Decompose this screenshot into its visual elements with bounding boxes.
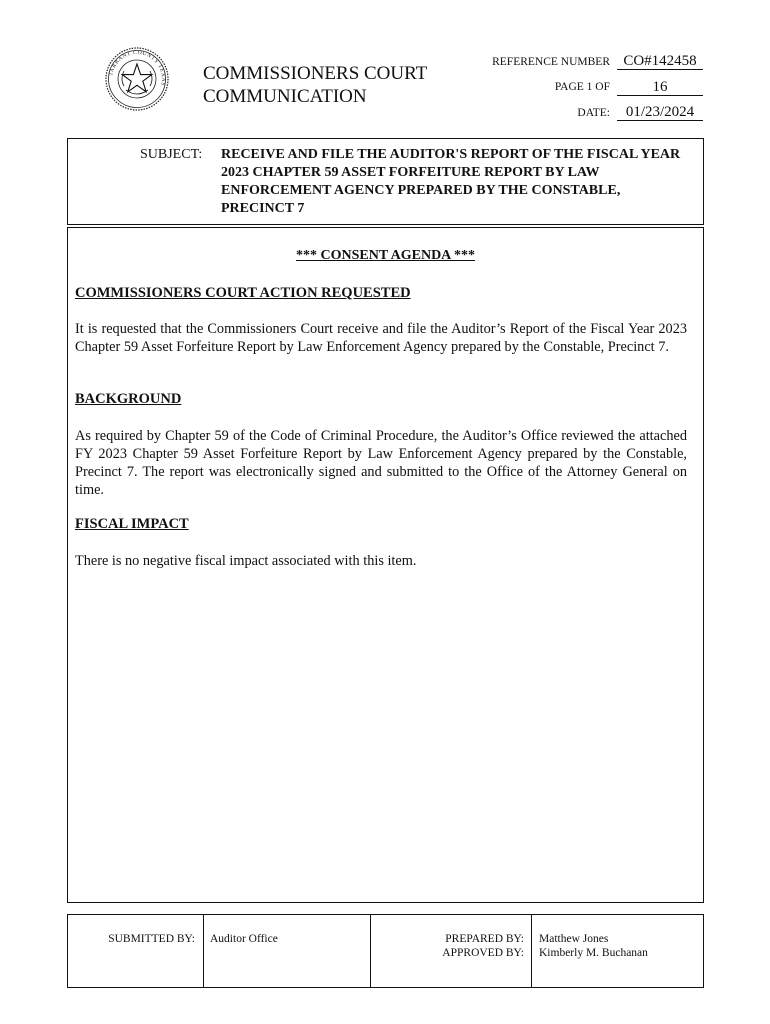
subject-box [67,138,704,225]
approved-by-label: APPROVED BY: [442,947,524,959]
title-line-2: COMMUNICATION [203,86,367,107]
approved-by-value: Kimberly M. Buchanan [539,947,648,959]
prepared-approved-labels [371,915,532,987]
fiscal-impact-heading: FISCAL IMPACT [75,516,189,532]
action-requested-heading: COMMISSIONERS COURT ACTION REQUESTED [75,285,411,301]
body-box [67,227,704,903]
background-heading: BACKGROUND [75,391,182,407]
reference-number-value: CO#142458 [617,53,703,70]
date-value: 01/23/2024 [617,104,703,121]
fiscal-impact-text: There is no negative fiscal impact associated with this item. [75,553,417,569]
subject-text: RECEIVE AND FILE THE AUDITOR'S REPORT OF THE FISCAL YEAR 2023 CHAPTER 59 ASSET FORFEITURE REPORT BY LAW ENFORCEMENT AGENCY PREPARED BY THE CONSTABLE, PRECINCT 7 [221,147,681,216]
submitted-by-value: Auditor Office [204,915,371,987]
consent-agenda-banner [68,248,703,264]
subject-label: SUBJECT: [140,147,203,162]
page-count-label: PAGE 1 OF [554,81,610,93]
prepared-approved-values [532,915,703,987]
reference-number-label: REFERENCE NUMBER [492,56,610,68]
signature-footer [67,914,704,988]
consent-agenda-text: *** CONSENT AGENDA *** [295,248,476,263]
date-label: DATE: [577,107,610,119]
star-seal-icon [122,64,152,94]
action-requested-text: It is requested that the Commissioners Court receive and file the Auditor’s Report of the Fiscal Year 2023 Chapter 59 Asset Forfeiture Report by Law Enforcement Agency prepared by the Constable, Precinct 7. [75,321,687,355]
page-count-value: 16 [617,79,703,96]
county-seal-logo [104,46,170,112]
document-title [203,62,427,108]
prepared-by-value: Matthew Jones [539,933,609,945]
prepared-by-label: PREPARED BY: [445,933,524,945]
background-text: As required by Chapter 59 of the Code of Criminal Procedure, the Auditor’s Office reviewed the attached FY 2023 Chapter 59 Asset Forfeiture Report by Law Enforcement Agency prepared by the Constable, Precinct 7. The report was electronically signed and submitted to the Office of the Attorney General on time. [75,428,687,498]
submitted-by-label: SUBMITTED BY: [68,915,204,987]
title-line-1: COMMISSIONERS COURT [203,63,428,84]
seal-ring-text: TARRANT COUNTY TEXAS [108,49,167,87]
